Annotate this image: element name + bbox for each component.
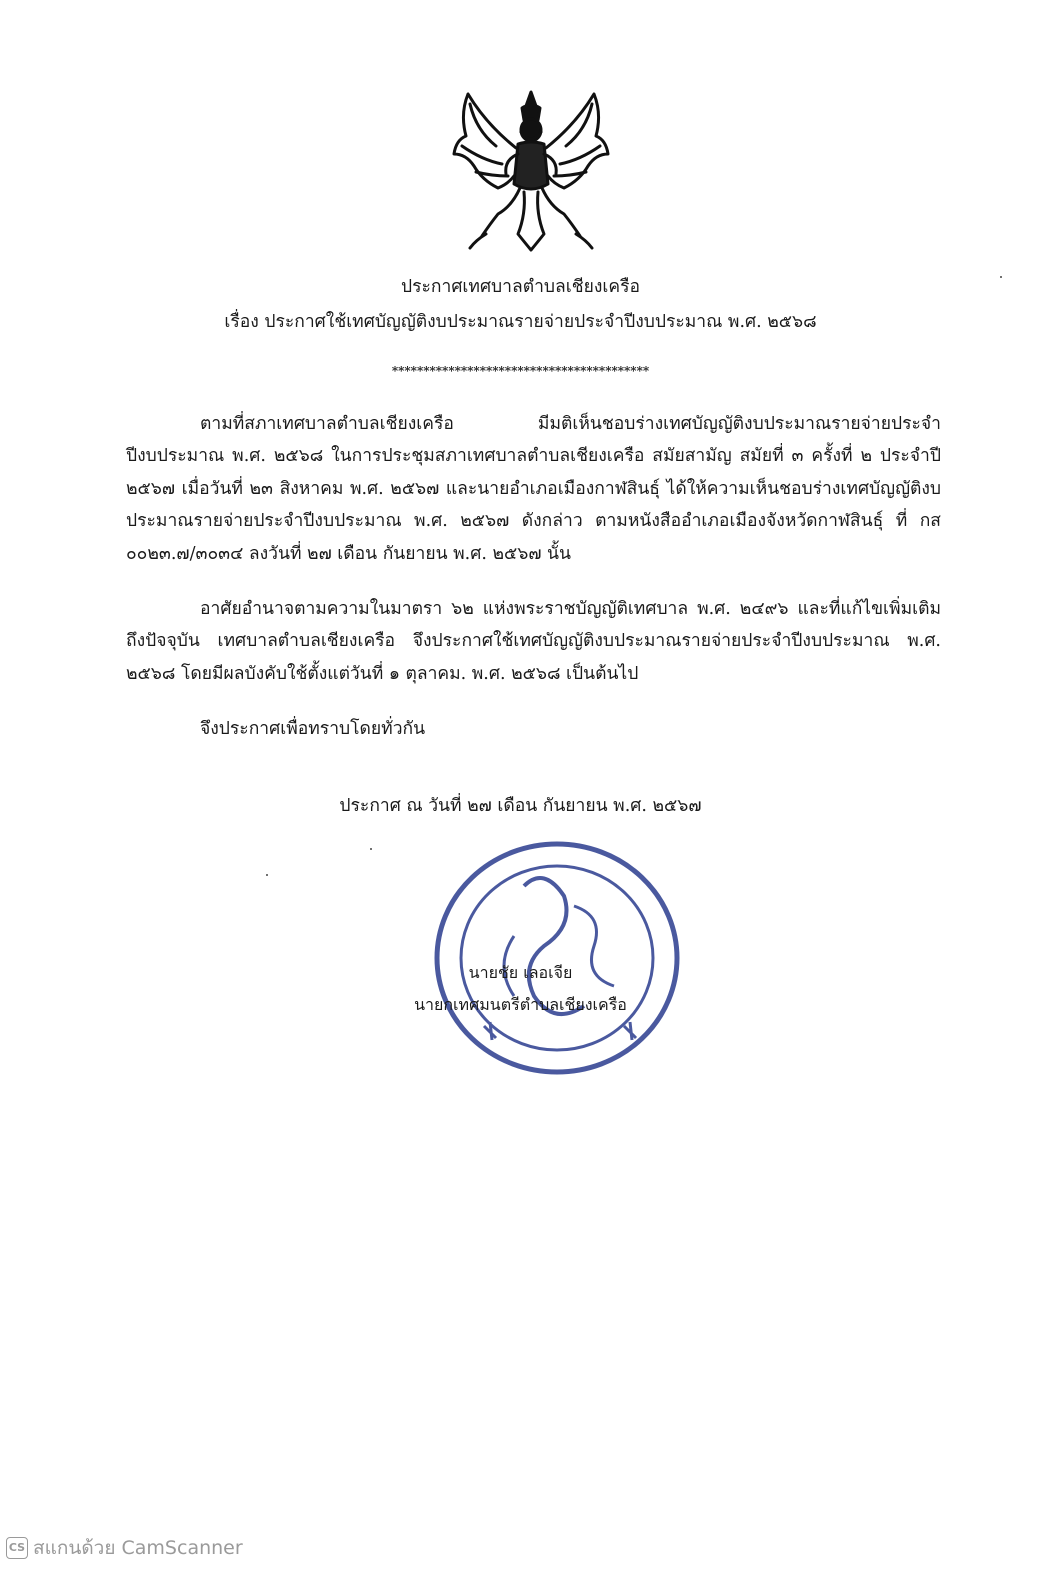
closing-statement: จึงประกาศเพื่อทราบโดยทั่วกัน <box>200 719 426 739</box>
scan-speck <box>370 848 372 850</box>
body-paragraph-1: ตามที่สภาเทศบาลตำบลเชียงเครือ มีมติเห็นชอบร่างเทศบัญญัติงบประมาณรายจ่ายประจำปีงบประมาณ พ.ศ. ๒๕๖๘ ในการประชุมสภาเทศบาลตำบลเชียงเครือ สมัยสามัญ สมัยที่ ๓ ครั้งที่ ๒ ประจำปี ๒๕๖๗ เมื่อวันที่ ๒๓ สิงหาคม พ.ศ. ๒๕๖๗ และนายอำเภอเมืองกาฬสินธุ์ ได้ให้ความเห็นชอบร่างเทศบัญญัติงบประมาณรายจ่ายประจำปีงบประมาณ พ.ศ. ๒๕๖๗ ดังกล่าว ตามหนังสืออำเภอเมืองจังหวัดกาฬสินธุ์ ที่ กส ๐๐๒๓.๗/๓๐๓๔ ลงวันที่ ๒๗ เดือน กันยายน พ.ศ. ๒๕๖๗ นั้น <box>126 414 941 564</box>
official-seal-stamp <box>424 826 692 1088</box>
watermark-text: สแกนด้วย CamScanner <box>33 1537 243 1559</box>
garuda-emblem-icon <box>446 84 616 254</box>
announcement-subject: เรื่อง ประกาศใช้เทศบัญญัติงบประมาณรายจ่ายประจำปีงบประมาณ พ.ศ. ๒๕๖๘ <box>224 312 817 332</box>
camscanner-logo-icon: CS <box>6 1537 28 1559</box>
announcement-dateline: ประกาศ ณ วันที่ ๒๗ เดือน กันยายน พ.ศ. ๒๕๖๗ <box>339 796 702 816</box>
signer-position: นายกเทศมนตรีตำบลเชียงเครือ <box>414 995 627 1014</box>
body-paragraph-2: อาศัยอำนาจตามความในมาตรา ๖๒ แห่งพระราชบัญญัติเทศบาล พ.ศ. ๒๔๙๖ และที่แก้ไขเพิ่มเติมถึงปัจจุบัน เทศบาลตำบลเชียงเครือ จึงประกาศใช้เทศบัญญัติงบประมาณรายจ่ายประจำปีงบประมาณ พ.ศ. ๒๕๖๘ โดยมีผลบังคับใช้ตั้งแต่วันที่ ๑ ตุลาคม. พ.ศ. ๒๕๖๘ เป็นต้นไป <box>126 599 941 684</box>
announcement-title: ประกาศเทศบาลตำบลเชียงเครือ <box>400 277 640 297</box>
signer-name: นายชัย เลอเจีย <box>468 963 573 982</box>
scan-speck <box>1000 276 1002 278</box>
separator-line: ***************************************** <box>391 364 650 378</box>
scan-speck <box>266 874 268 876</box>
camscanner-watermark <box>6 1533 243 1563</box>
